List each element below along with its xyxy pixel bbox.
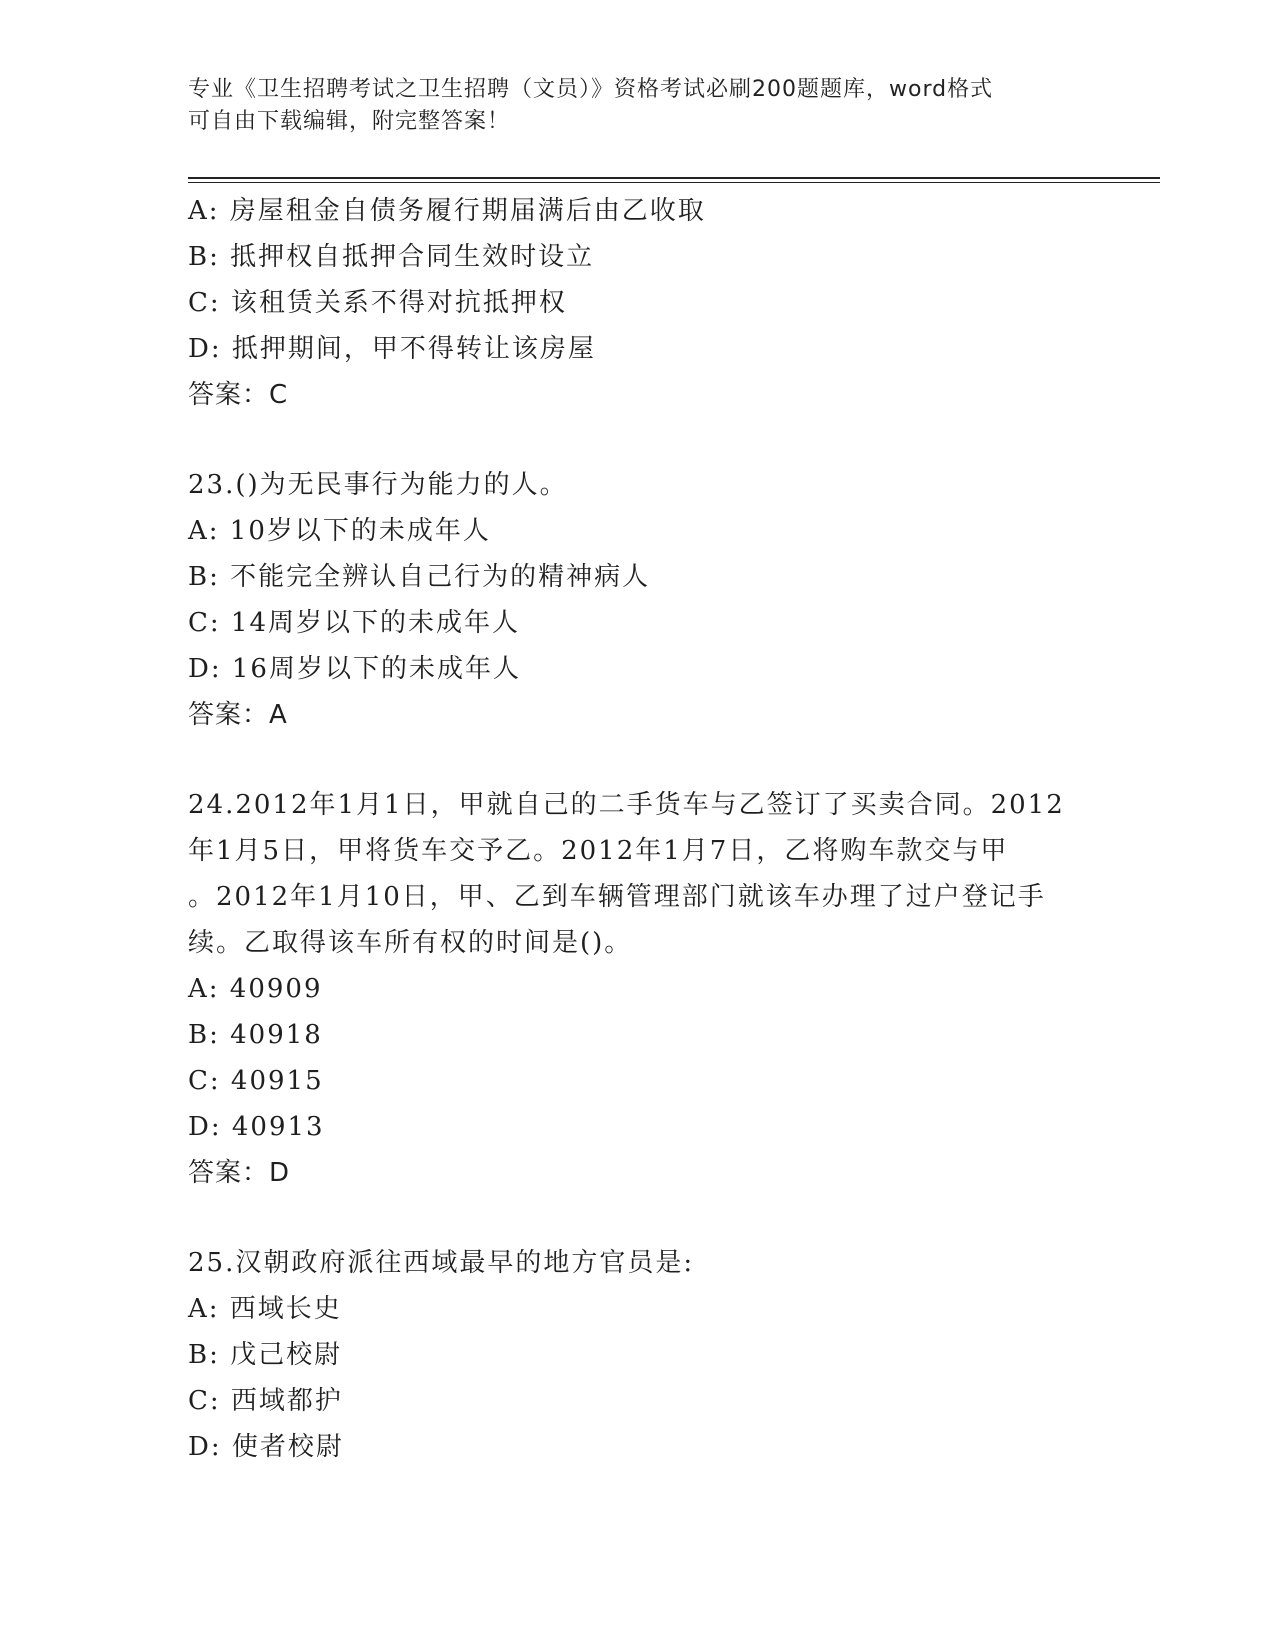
spacer (188, 418, 1088, 462)
spacer (188, 738, 1088, 782)
answer: 答案：D (188, 1158, 291, 1188)
answer: 答案：A (188, 700, 288, 730)
question-text: 23.()为无民事行为能力的人。 (188, 470, 568, 500)
option-b: B: 戊己校尉 (188, 1340, 343, 1370)
question-text-line: 年1月5日，甲将货车交予乙。2012年1月7日，乙将购车款交与甲 (188, 836, 1009, 866)
option-b: B: 40918 (188, 1020, 323, 1050)
question-list (188, 188, 1088, 1470)
option-d: D: 40913 (188, 1112, 325, 1142)
answer: 答案：C (188, 380, 289, 410)
option-b: B: 不能完全辨认自己行为的精神病人 (188, 562, 651, 592)
question-text (188, 782, 1088, 966)
question-text: 25.汉朝政府派往西域最早的地方官员是: (188, 1248, 695, 1278)
question-22 (188, 188, 1088, 418)
header-line-1: 专业《卫生招聘考试之卫生招聘（文员）》资格考试必刷200题题库，word格式 (188, 77, 994, 102)
document-header (188, 74, 1068, 138)
question-24 (188, 782, 1088, 1196)
question-text-line: 24.2012年1月1日，甲就自己的二手货车与乙签订了买卖合同。2012 (188, 790, 1065, 820)
option-b: B: 抵押权自抵押合同生效时设立 (188, 242, 595, 272)
question-25 (188, 1240, 1088, 1470)
option-a: A: 房屋租金自债务履行期届满后由乙收取 (188, 196, 706, 226)
question-text-line: 续。乙取得该车所有权的时间是()。 (188, 928, 633, 958)
option-c: C: 西域都护 (188, 1386, 343, 1416)
option-d: D: 使者校尉 (188, 1432, 344, 1462)
spacer (188, 1196, 1088, 1240)
option-a: A: 西域长史 (188, 1294, 342, 1324)
option-c: C: 40915 (188, 1066, 324, 1096)
question-23 (188, 462, 1088, 738)
header-divider-thin (188, 182, 1160, 183)
option-c: C: 14周岁以下的未成年人 (188, 608, 521, 638)
option-a: A: 40909 (188, 974, 323, 1004)
option-d: D: 16周岁以下的未成年人 (188, 654, 521, 684)
option-a: A: 10岁以下的未成年人 (188, 516, 491, 546)
question-text-line: 。2012年1月10日，甲、乙到车辆管理部门就该车办理了过户登记手 (188, 882, 1046, 912)
header-divider-thick (188, 177, 1160, 179)
option-c: C: 该租赁关系不得对抗抵押权 (188, 288, 567, 318)
header-line-2: 可自由下载编辑，附完整答案！ (188, 109, 511, 134)
option-d: D: 抵押期间，甲不得转让该房屋 (188, 334, 596, 364)
